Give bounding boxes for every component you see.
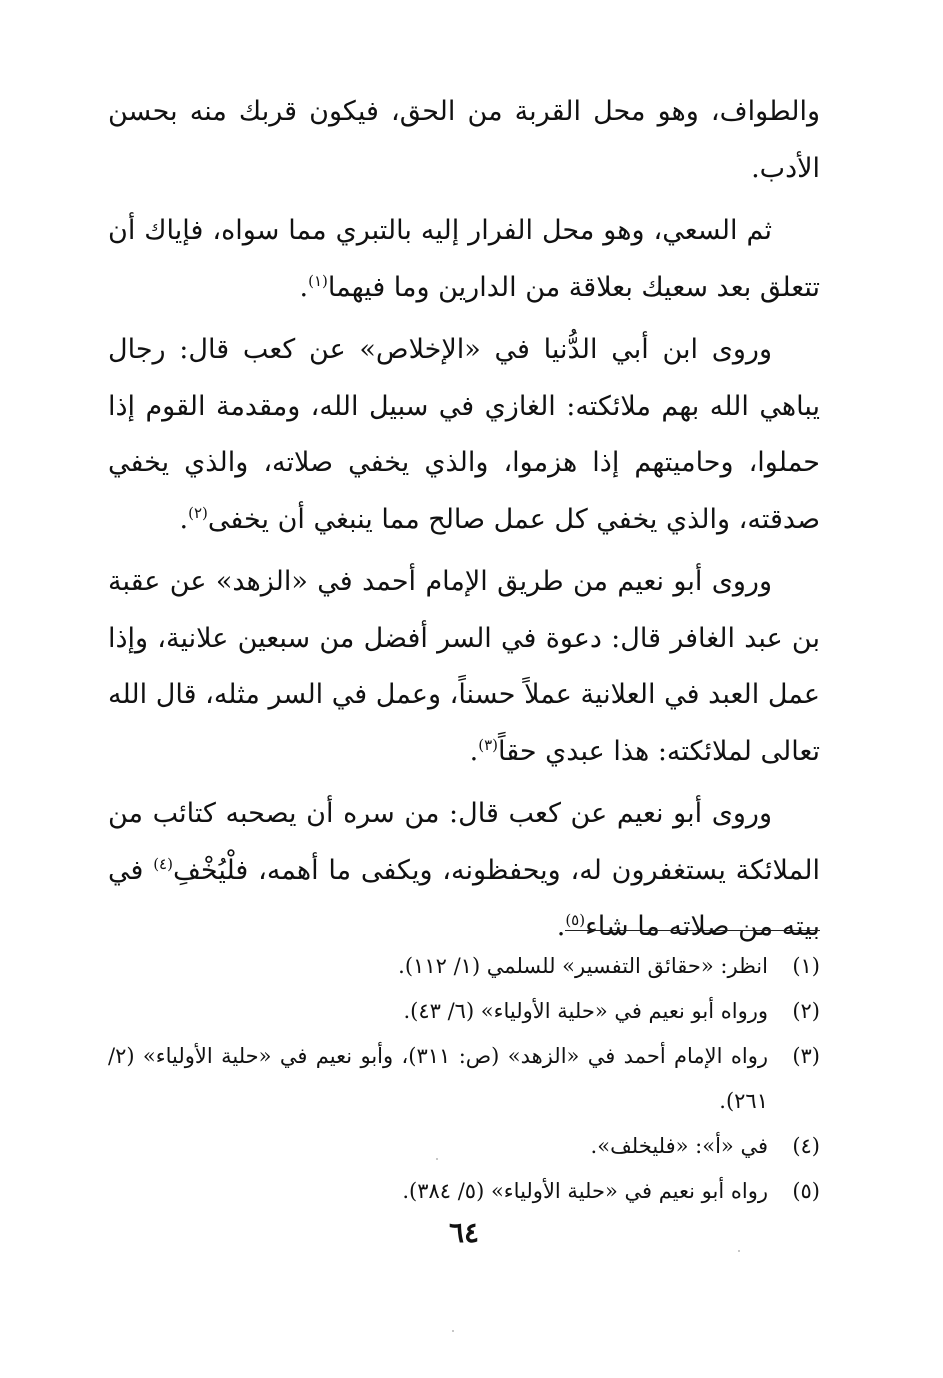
paragraph-text: .: [179, 503, 189, 535]
footnote-text: انظر: «حقائق التفسير» للسلمي (١/ ١١٢).: [398, 954, 768, 978]
page-number: ٦٤: [448, 1216, 480, 1249]
footnote-reference: (٤): [153, 854, 173, 873]
footnote-text: رواه أبو نعيم في «حلية الأولياء» (٥/ ٣٨٤).: [402, 1179, 768, 1203]
book-page: [108, 84, 820, 1374]
footnote-text: في «أ»: «فليخلف».: [590, 1134, 768, 1158]
scan-speck: [436, 1158, 438, 1160]
footnotes-section: [108, 944, 820, 1214]
paragraph-text: في بيته من صلاته ما شاء: [108, 854, 820, 942]
paragraph: [108, 554, 820, 780]
paragraph-text: وروى ابن أبي الدُّنيا في «الإخلاص» عن كعب قال: رجال يباهي الله بهم ملائكته: الغازي في سبيل الله، ومقدمة القوم إذا حملوا، وحاميتهم إذا هزموا، والذي يخفي صلاته، والذي يخفي صدقته، والذي يخفي كل عمل صالح مما ينبغي أن يخفى: [108, 334, 820, 535]
footnote-item: [108, 1034, 820, 1124]
paragraph-text: والطواف، وهو محل القربة من الحق، فيكون قربك منه بحسن الأدب.: [108, 96, 820, 184]
paragraph-text: .: [299, 271, 309, 303]
footnote-item: [108, 944, 820, 989]
footnote-reference: (٥): [565, 911, 586, 929]
footnote-reference: (٣): [478, 735, 499, 754]
paragraph: [108, 203, 820, 316]
scan-speck: [452, 1330, 454, 1332]
footnote-number: (٤): [792, 1134, 820, 1158]
footnote-reference: (١): [308, 271, 328, 290]
footnote-text: ورواه أبو نعيم في «حلية الأولياء» (٦/ ٤٣).: [403, 999, 768, 1023]
footnote-item: [108, 1124, 820, 1169]
scan-speck: [738, 1250, 740, 1252]
footnote-number: (٥): [792, 1179, 820, 1203]
paragraph-text: وروى أبو نعيم عن كعب قال: من سره أن يصحبه كتائب من الملائكة يستغفرون له، ويحفظونه، ويكفى ما أهمه، فلْيُخْفِ: [108, 798, 820, 886]
paragraph-text: .: [469, 735, 479, 767]
footnote-item: [108, 1169, 820, 1214]
main-text: [108, 84, 820, 956]
paragraph: [108, 322, 820, 548]
paragraph: [108, 84, 880, 197]
footnote-number: (٢): [792, 999, 820, 1023]
footnote-divider: [565, 930, 820, 931]
paragraph-text: .: [556, 911, 566, 942]
footnote-number: (١): [792, 954, 820, 978]
footnote-number: (٣): [792, 1044, 820, 1068]
paragraph-text: وروى أبو نعيم من طريق الإمام أحمد في «الزهد» عن عقبة بن عبد الغافر قال: دعوة في السر أفضل من سبعين علانية، وإذا عمل العبد في العلانية عملاً حسناً، وعمل في السر مثله، قال الله تعالى لملائكته: هذا عبدي حقاً: [108, 566, 820, 767]
paragraph-text: ثم السعي، وهو محل الفرار إليه بالتبري مما سواه، فإياك أن تتعلق بعد سعيك بعلاقة من الدارين وما فيهما: [108, 215, 820, 303]
footnote-text: رواه الإمام أحمد في «الزهد» (ص: ٣١١)، وأبو نعيم في «حلية الأولياء» (٢/ ٢٦١).: [108, 1044, 768, 1113]
footnote-reference: (٢): [188, 503, 208, 522]
footnote-item: [108, 989, 820, 1034]
